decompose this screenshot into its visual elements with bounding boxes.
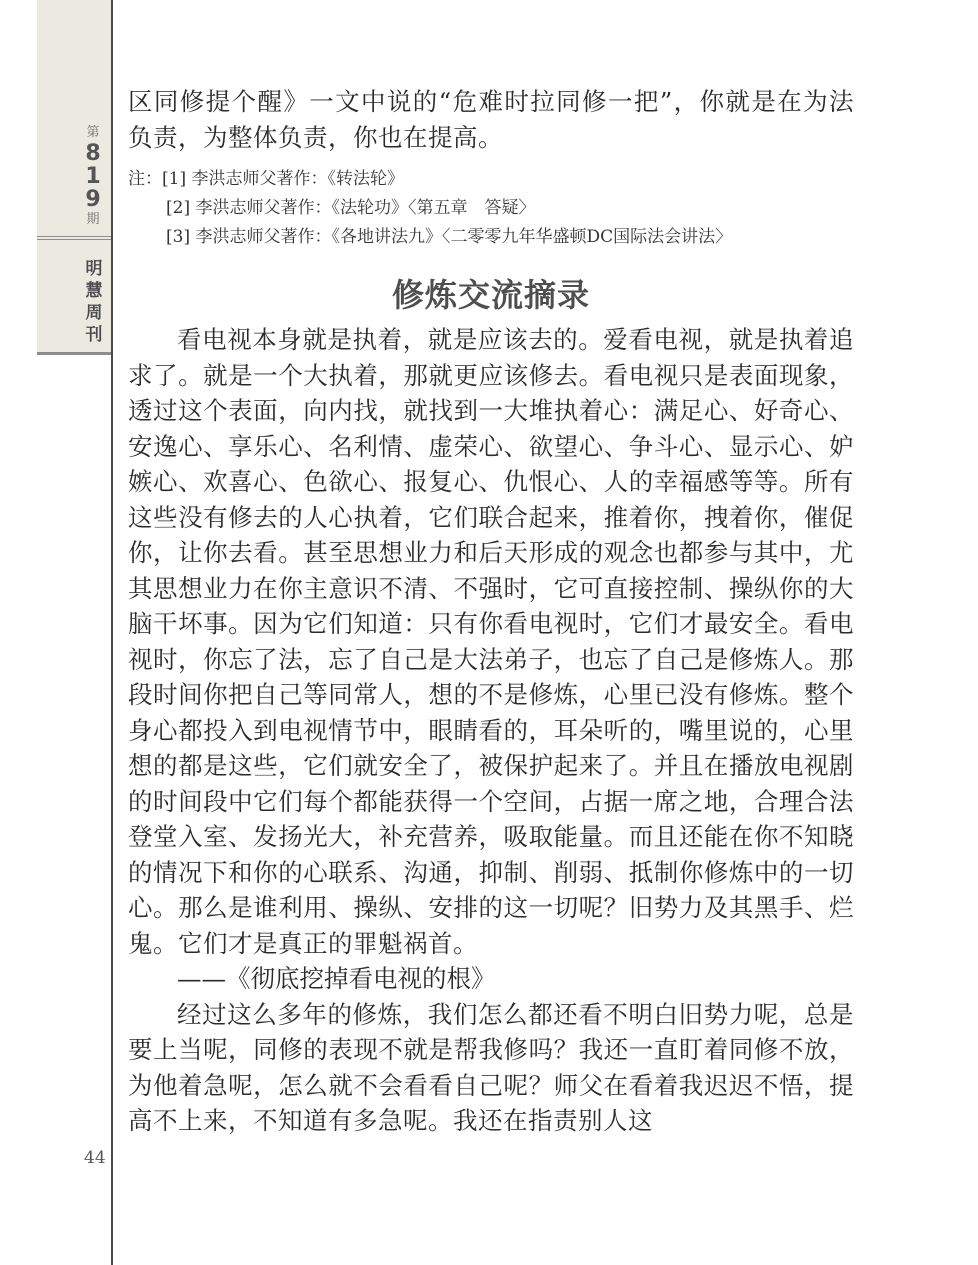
body-paragraph: 经过这么多年的修炼，我们怎么都还看不明白旧势力呢，总是要上当呢，同修的表现不就是帮我修吗？我还一直盯着同修不放，为他着急呢，怎么就不会看看自己呢？师父在看着我迟迟不悟，提高不上来，不知道有多急呢。我还在指责别人这: [128, 999, 854, 1135]
footnotes: [128, 165, 854, 252]
source-attribution: ——《彻底挖掉看电视的根》: [177, 964, 496, 993]
footnote: [3] 李洪志师父著作：《各地讲法九》〈二零零九年华盛顿DC国际法会讲法〉: [166, 227, 733, 247]
margin-rule: [111, 0, 113, 1265]
body-paragraph: 看电视本身就是执着，就是应该去的。爱看电视，就是执着追求了。就是一个大执着，那就更应该修去。看电视只是表面现象，透过这个表面，向内找，就找到一大堆执着心：满足心、好奇心、安逸心、享乐心、名利情、虚荣心、欲望心、争斗心、显示心、妒嫉心、欢喜心、色欲心、报复心、仇恨心、人的幸福感等等。所有这些没有修去的人心执着，它们联合起来，推着你，拽着你，催促你，让你去看。甚至思想业力和后天形成的观念也都参与其中，尤其思想业力在你主意识不清、不强时，它可直接控制、操纵你的大脑干坏事。因为它们知道：只有你看电视时，它们才最安全。看电视时，你忘了法，忘了自己是大法弟子，也忘了自己是修炼人。那段时间你把自己等同常人，想的不是修炼，心里已没有修炼。整个身心都投入到电视情节中，眼睛看的，耳朵听的，嘴里说的，心里想的都是这些，它们就安全了，被保护起来了。并且在播放电视剧的时间段中它们每个都能获得一个空间，占据一席之地，合理合法登堂入室、发扬光大，补充营养，吸取能量。而且还能在你不知晓的情况下和你的心联系、沟通，抑制、削弱、抵制你修炼中的一切心。那么是谁利用、操纵、安排的这一切呢？旧势力及其黑手、烂鬼。它们才是真正的罪魁祸首。: [128, 325, 854, 958]
sidebar-divider: [37, 236, 111, 240]
issue-digit: 1: [85, 164, 101, 189]
footnote: 注：[1] 李洪志师父著作：《转法轮》: [128, 169, 404, 189]
issue-suffix: 期: [86, 212, 100, 227]
page-number: 44: [84, 1148, 106, 1168]
article-continuation: 区同修提个醒》一文中说的“危难时拉同修一把”，你就是在为法负责，为整体负责，你也在提高。: [128, 87, 854, 152]
page-content: [128, 84, 854, 1139]
issue-digit: 8: [85, 141, 101, 166]
issue-number: [78, 124, 108, 229]
magazine-char: 周: [85, 303, 103, 323]
issue-digit: 9: [85, 187, 101, 212]
magazine-char: 明: [85, 259, 103, 279]
issue-prefix: 第: [86, 125, 100, 140]
magazine-char: 慧: [85, 281, 103, 301]
magazine-char: 刊: [85, 325, 103, 345]
section-title: 修炼交流摘录: [391, 276, 590, 314]
footnote: [2] 李洪志师父著作：《法轮功》〈第五章 答疑〉: [166, 198, 536, 218]
magazine-title: [80, 258, 108, 346]
